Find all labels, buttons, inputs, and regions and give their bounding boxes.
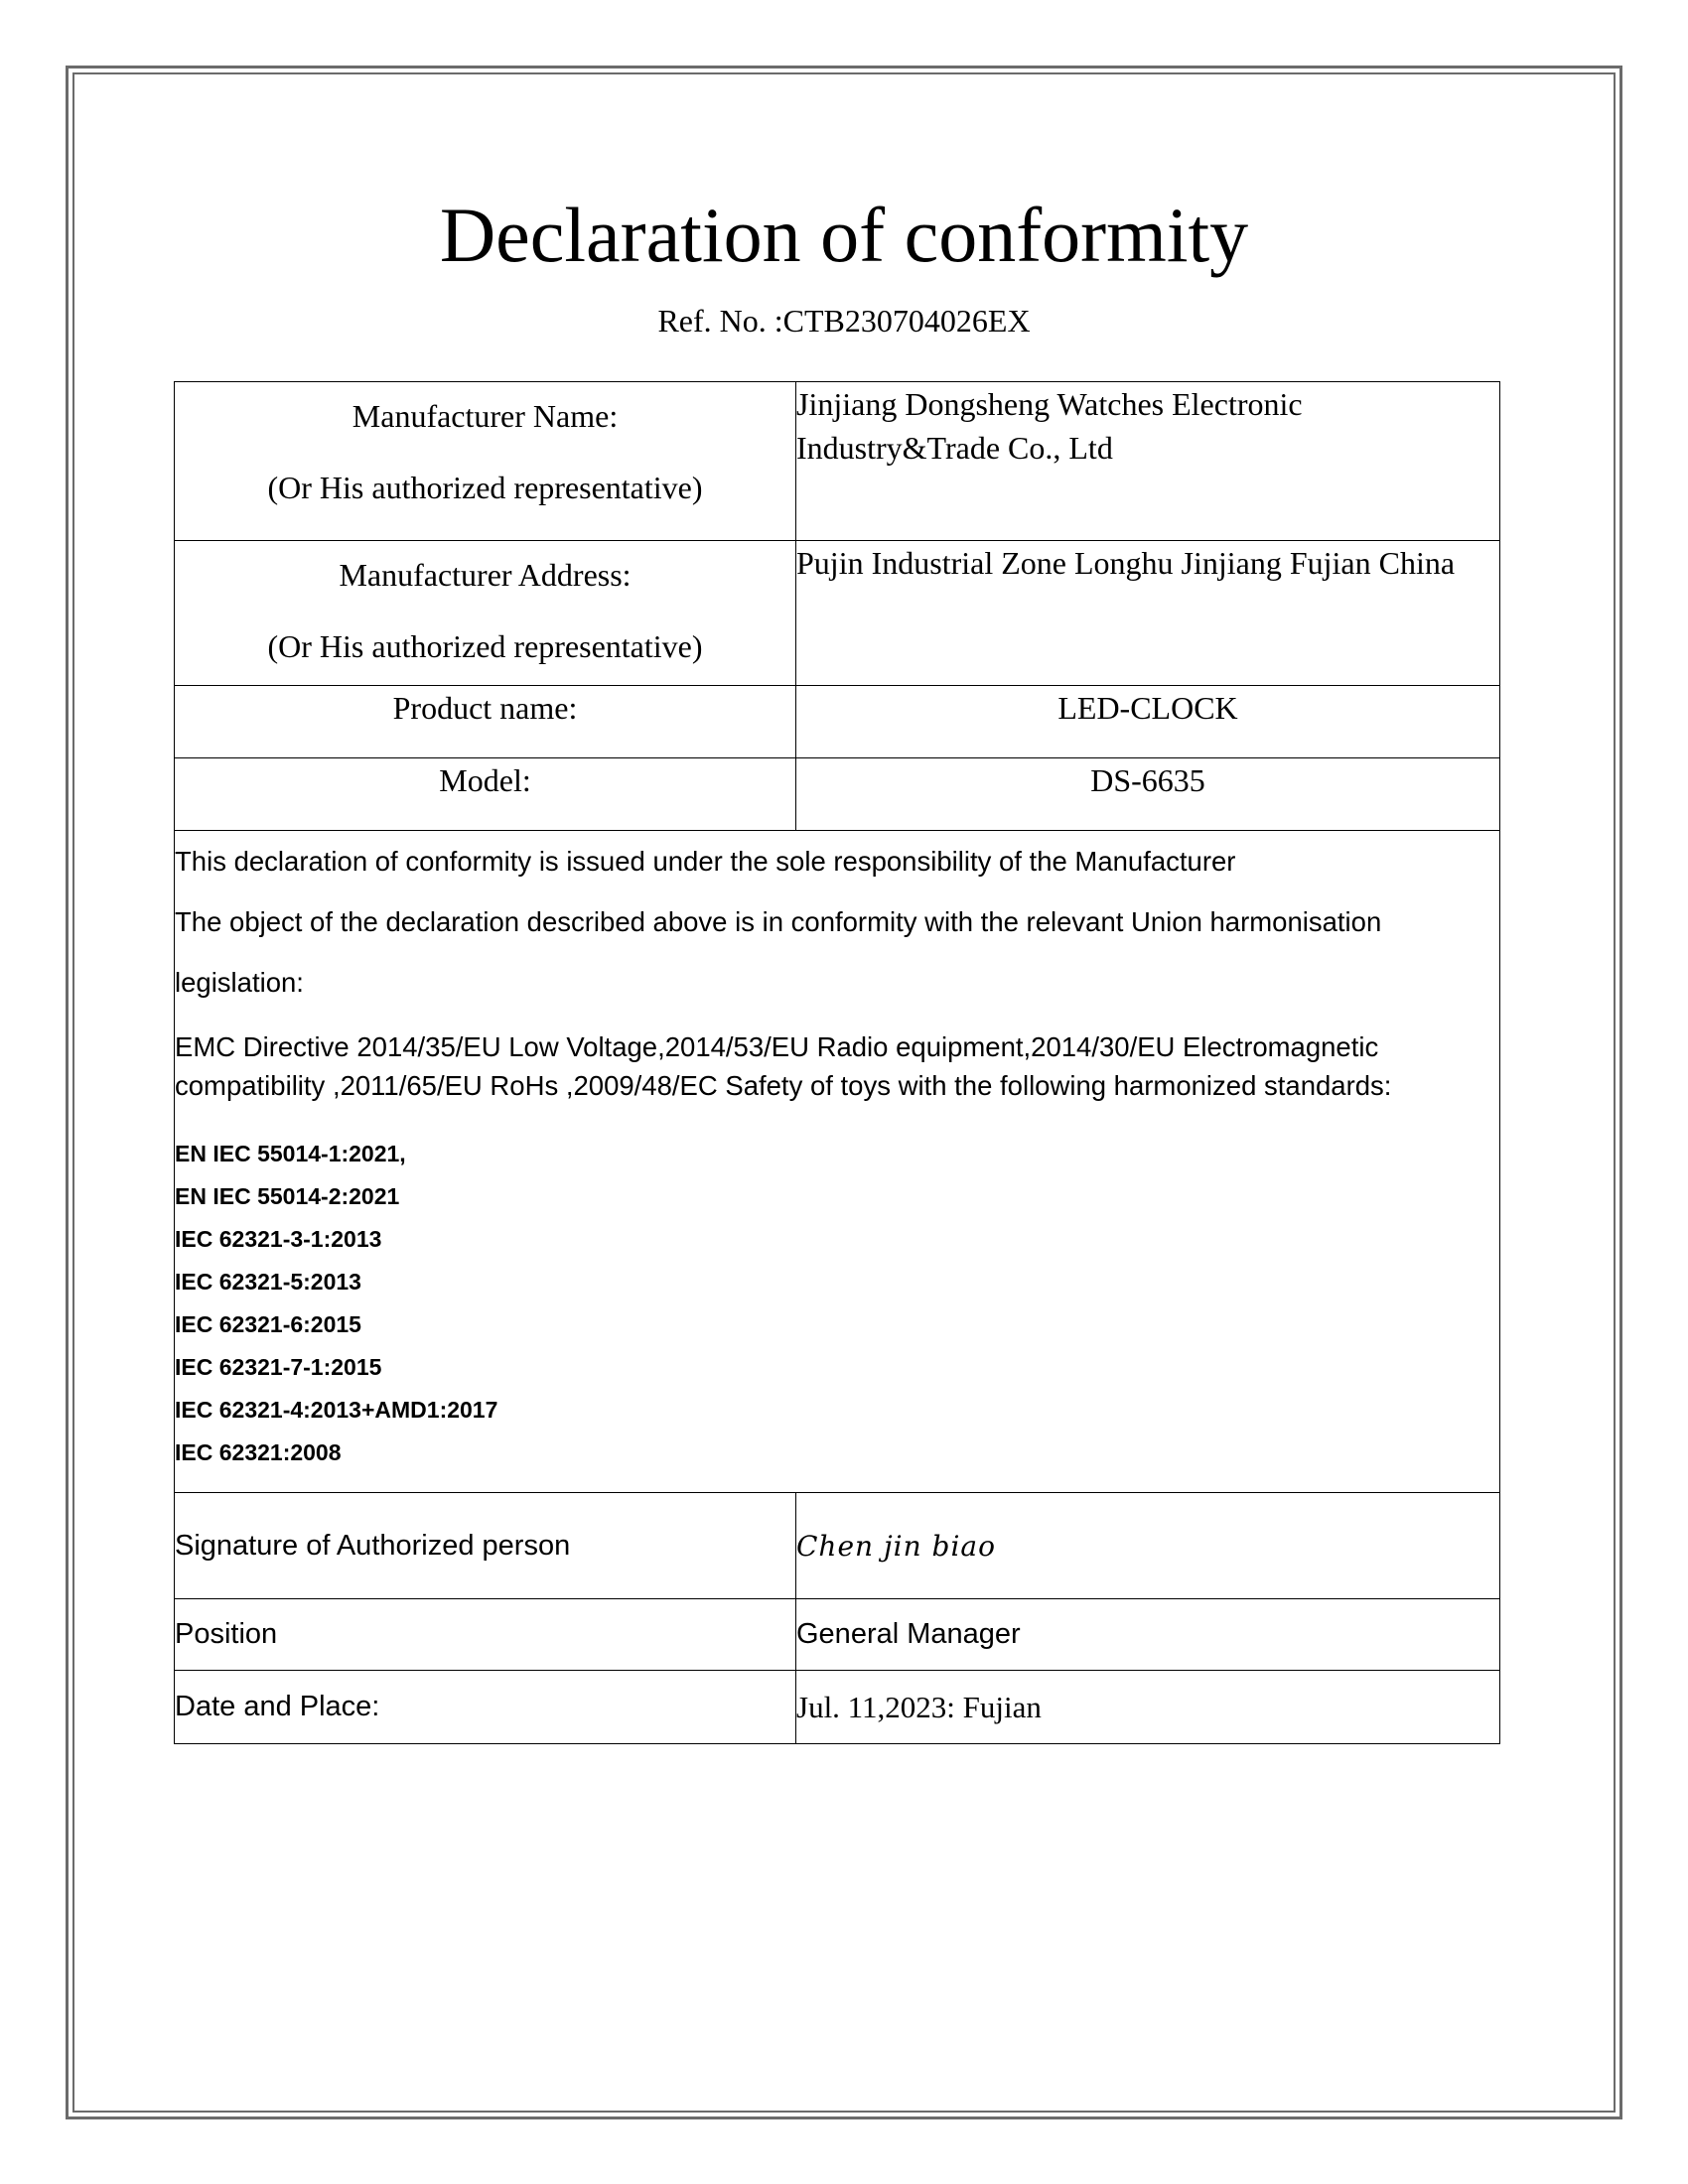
position-row [175, 1599, 1500, 1671]
signature-row [175, 1493, 1500, 1599]
signature-value: Chen jin biao [796, 1493, 1500, 1599]
standard-item: EN IEC 55014-1:2021, [175, 1141, 406, 1166]
standard-item: IEC 62321-4:2013+AMD1:2017 [175, 1397, 498, 1423]
standard-item: EN IEC 55014-2:2021 [175, 1183, 400, 1209]
reference-number: Ref. No. :CTB230704026EX [657, 303, 1031, 339]
manufacturer-address-row [175, 541, 1500, 686]
product-name-row [175, 686, 1500, 758]
product-name-value: LED-CLOCK [796, 686, 1500, 758]
manufacturer-name-value-line2: Industry&Trade Co., Ltd [796, 430, 1113, 466]
manufacturer-name-row [175, 382, 1500, 541]
product-name-label: Product name: [175, 686, 796, 758]
declaration-line-2: The object of the declaration described above is in conformity with the relevant Union harmonisation [175, 906, 1382, 937]
manufacturer-address-label: Manufacturer Address: [339, 557, 632, 593]
declaration-cell [175, 831, 1500, 1493]
standard-item: IEC 62321-3-1:2013 [175, 1226, 382, 1252]
manufacturer-address-value: Pujin Industrial Zone Longhu Jinjiang Fujian China [796, 541, 1500, 686]
standards-list [175, 1105, 1499, 1492]
manufacturer-name-value-cell [796, 382, 1500, 541]
date-place-row [175, 1671, 1500, 1744]
signature-label: Signature of Authorized person [175, 1493, 796, 1599]
manufacturer-name-label-cell [175, 382, 796, 541]
model-label: Model: [175, 758, 796, 831]
manufacturer-name-value-line1: Jinjiang Dongsheng Watches Electronic [796, 386, 1303, 422]
declaration-table [174, 381, 1500, 1744]
position-label: Position [175, 1599, 796, 1671]
declaration-line-1: This declaration of conformity is issued under the sole responsibility of the Manufacturer [175, 846, 1236, 877]
manufacturer-address-label-cell [175, 541, 796, 686]
manufacturer-name-label: Manufacturer Name: [352, 398, 619, 434]
document-title: Declaration of conformity [439, 192, 1249, 278]
declaration-line-3: legislation: [175, 967, 304, 998]
directives-text: EMC Directive 2014/35/EU Low Voltage,2014/53/EU Radio equipment,2014/30/EU Electromagnetic compatibility ,2011/65/EU RoHs ,2009/48/EC Safety of toys with the following harmonized standards: [175, 1031, 1392, 1101]
standard-item: IEC 62321:2008 [175, 1439, 342, 1465]
model-value: DS-6635 [796, 758, 1500, 831]
date-place-label: Date and Place: [175, 1671, 796, 1744]
model-row [175, 758, 1500, 831]
manufacturer-name-sublabel: (Or His authorized representative) [267, 470, 703, 505]
standard-item: IEC 62321-6:2015 [175, 1311, 361, 1337]
manufacturer-address-sublabel: (Or His authorized representative) [267, 628, 703, 664]
position-value: General Manager [796, 1599, 1500, 1671]
standard-item: IEC 62321-5:2013 [175, 1269, 361, 1295]
declaration-row [175, 831, 1500, 1493]
date-place-value: Jul. 11,2023: Fujian [796, 1671, 1500, 1744]
standard-item: IEC 62321-7-1:2015 [175, 1354, 382, 1380]
